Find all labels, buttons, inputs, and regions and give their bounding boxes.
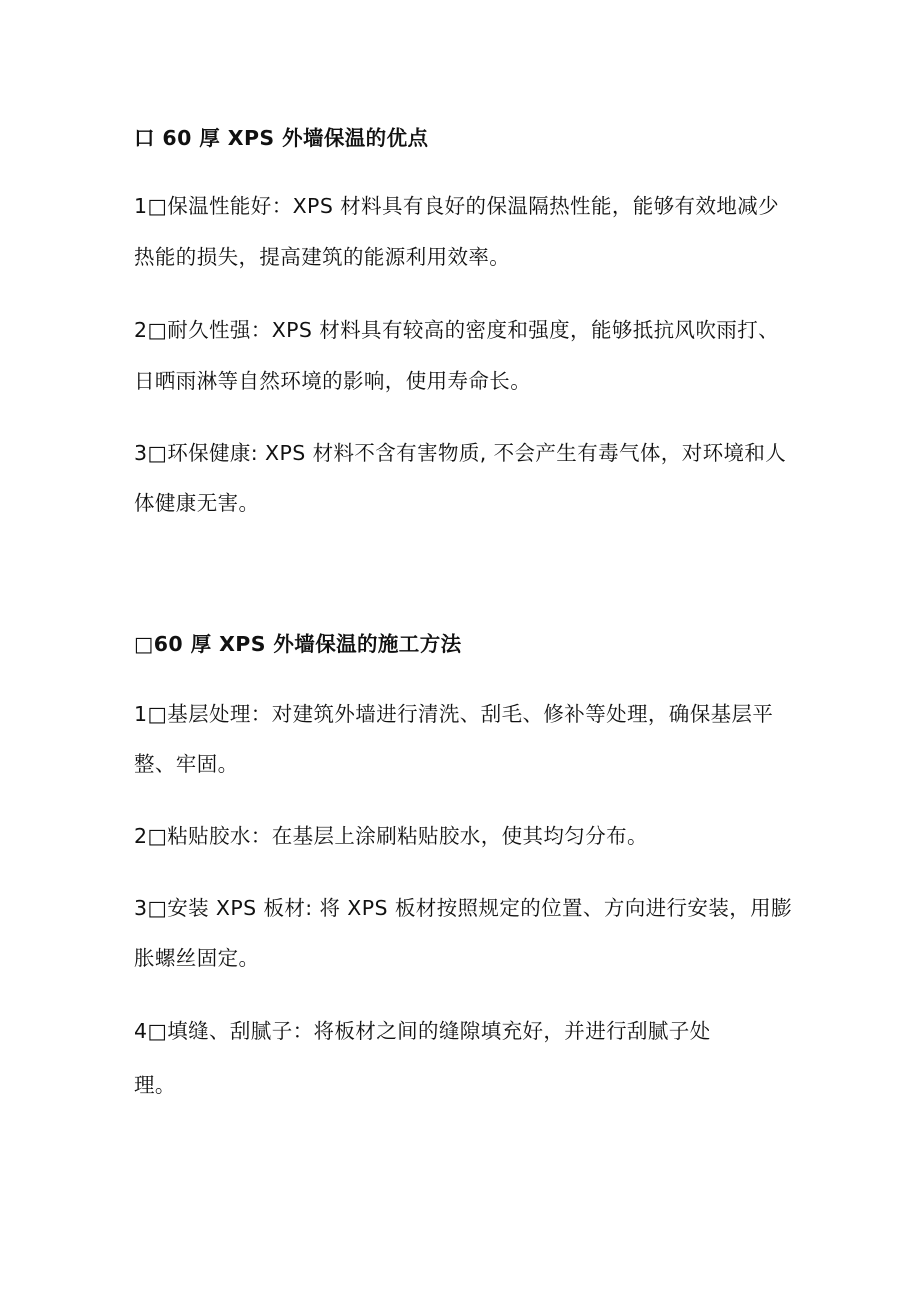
step-4-line-2: 理。: [134, 1073, 176, 1097]
advantage-2-line-1: 2□耐久性强：XPS 材料具有较高的密度和强度，能够抵抗风吹雨打、: [134, 318, 780, 342]
step-3-line-1: 3□安装 XPS 板材: 将 XPS 板材按照规定的位置、方向进行安装，用膨: [134, 896, 792, 920]
advantage-3-line-2: 体健康无害。: [134, 491, 260, 515]
step-1-line-1: 1□基层处理：对建筑外墙进行清洗、刮毛、修补等处理，确保基层平: [134, 702, 774, 726]
advantage-1-line-2: 热能的损失，提高建筑的能源利用效率。: [134, 245, 511, 269]
section-heading-construction: □60 厚 XPS 外墙保温的施工方法: [134, 632, 462, 656]
section-heading-advantages: 口 60 厚 XPS 外墙保温的优点: [134, 126, 429, 150]
step-1-line-2: 整、牢固。: [134, 752, 239, 776]
step-2-line-1: 2□粘贴胶水：在基层上涂刷粘贴胶水，使其均匀分布。: [134, 824, 648, 848]
step-3-line-2: 胀螺丝固定。: [134, 946, 260, 970]
advantage-1-line-1: 1□保温性能好：XPS 材料具有良好的保温隔热性能，能够有效地减少: [134, 194, 780, 218]
advantage-2-line-2: 日晒雨淋等自然环境的影响，使用寿命长。: [134, 369, 532, 393]
advantage-3-line-1: 3□环保健康: XPS 材料不含有害物质, 不会产生有毒气体，对环境和人: [134, 441, 787, 465]
step-4-line-1: 4□填缝、刮腻子：将板材之间的缝隙填充好，并进行刮腻子处: [134, 1019, 711, 1043]
